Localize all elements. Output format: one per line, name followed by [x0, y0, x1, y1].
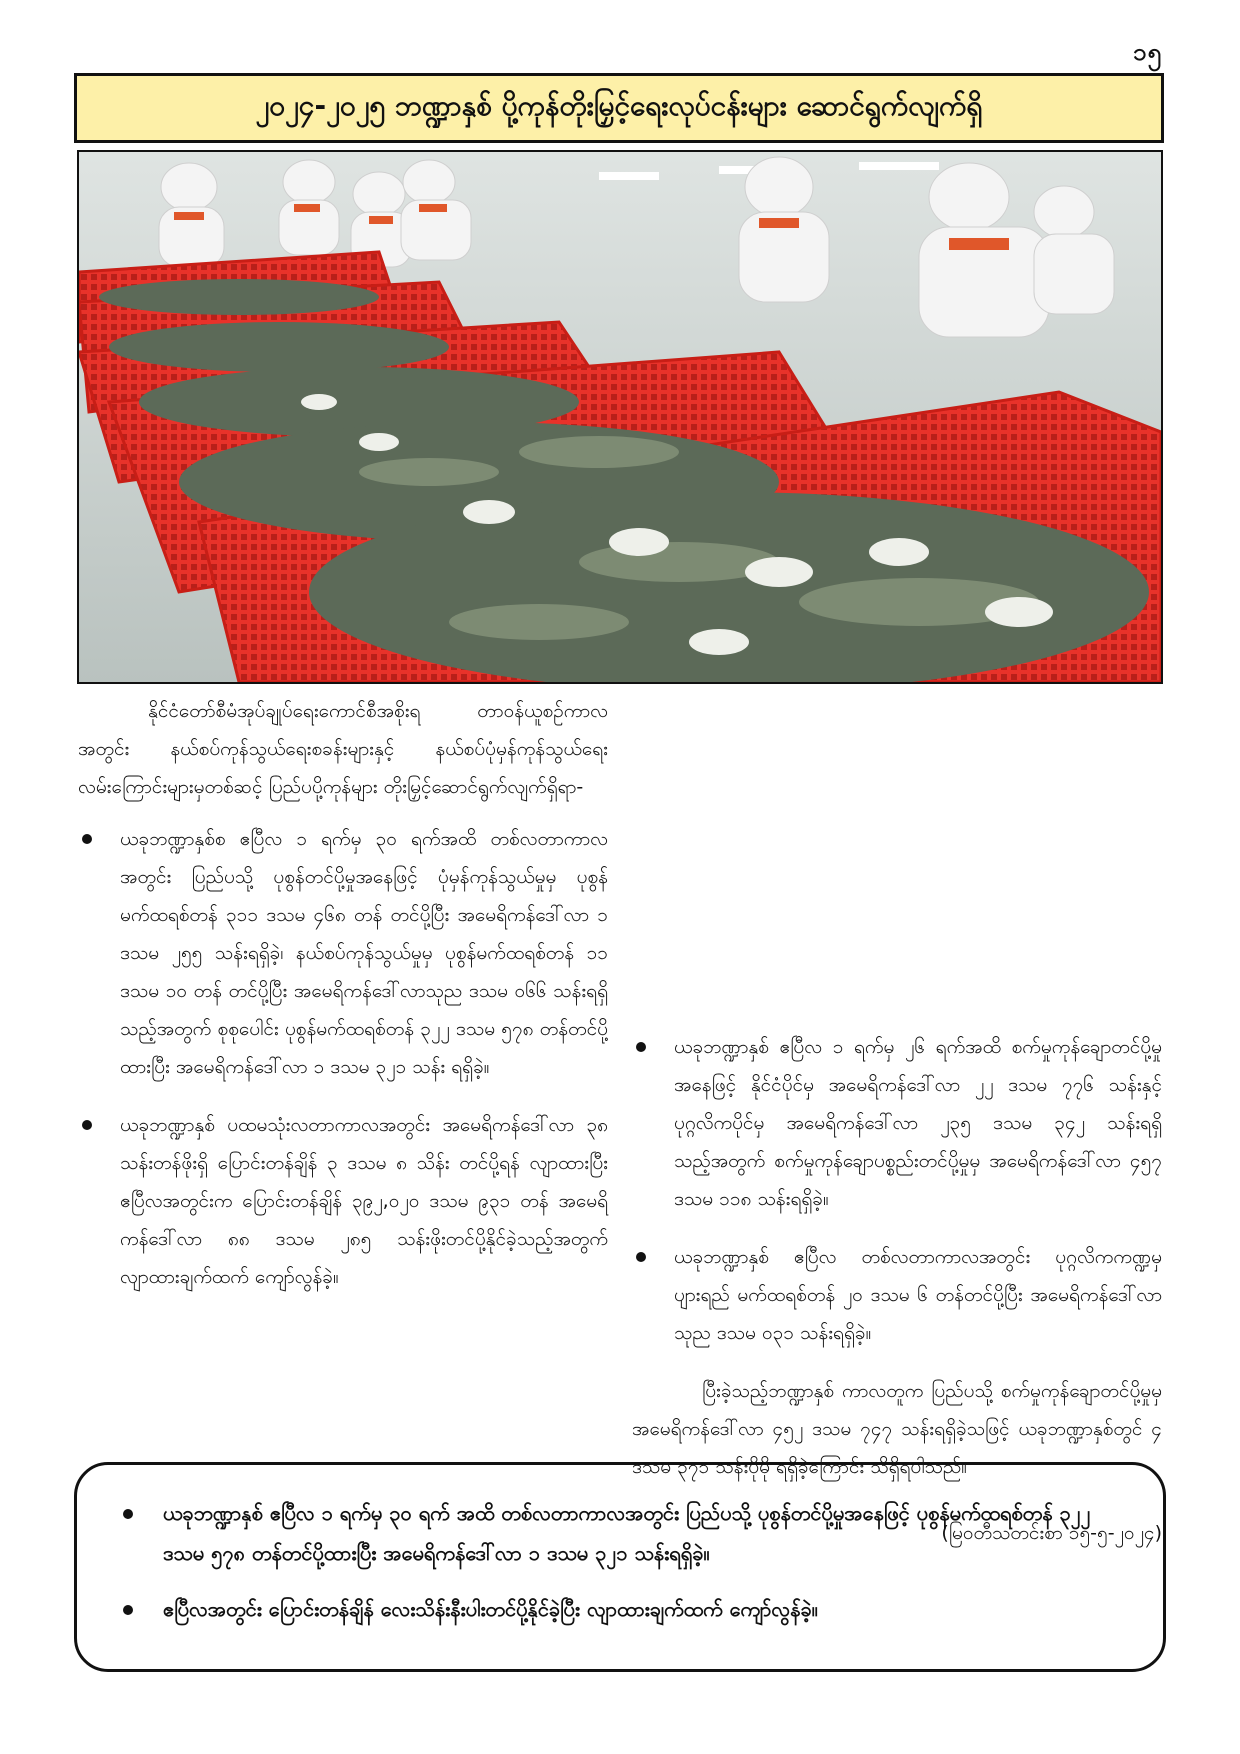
page-title: ၂၀၂၄-၂၀၂၅ ဘဏ္ဍာနှစ် ပို့ကုန်တိုးမြှင့်ရေးလုပ်ငန်းများ ဆောင်ရွက်လျက်ရှိ: [74, 73, 1164, 143]
bullet-icon: [123, 1605, 133, 1615]
list-item: [117, 1493, 1123, 1573]
honey-export-text: ယခုဘဏ္ဍာနှစ် ဧပြီလ တစ်လတာကာလအတွင်း ပုဂ္ဂလိကကဏ္ဍမှ ပျားရည် မက်ထရစ်တန် ၂၀ ဒသမ ၆ တန်တင်ပို့ပြီး အမေရိကန်ဒေါ်လာ သုည ဒသမ ဝ၃၁ သန်းရရှိခဲ့။: [674, 1246, 1162, 1344]
list-item: [117, 1589, 1123, 1629]
page-number: ၁၅: [1133, 38, 1162, 66]
bullet-icon: [636, 1042, 646, 1052]
summary-maize-text: ဧပြီလအတွင်း ပြောင်းတန်ချိန် လေးသိန်းနီးပါးတင်ပို့နိုင်ခဲ့ပြီး လျာထားချက်ထက် ကျော်လွန်ခဲ့။: [163, 1597, 818, 1621]
shrimp-export-text: ယခုဘဏ္ဍာနှစ်စ ဧပြီလ ၁ ရက်မှ ၃၀ ရက်အထိ တစ်လတာကာလအတွင်း ပြည်ပသို့ ပုစွန်တင်ပို့မှုအနေဖြင့် ပုံမှန်ကုန်သွယ်မှုမှ ပုစွန်မက်ထရစ်တန် ၃၁၁ ဒသမ ၄၆၈ တန် တင်ပို့ပြီး အမေရိကန်ဒေါ်လာ ၁ ဒသမ ၂၅၅ သန်းရရှိခဲ့၊ နယ်စပ်ကုန်သွယ်မှုမှ ပုစွန်မက်ထရစ်တန် ၁၁ ဒသမ ၁၀ တန် တင်ပို့ပြီး အမေရိကန်ဒေါ်လာသုည ဒသမ ဝ၆၆ သန်းရရှိသည့်အတွက် စုစုပေါင်း ပုစွန်မက်ထရစ်တန် ၃၂၂ ဒသမ ၅၇၈ တန်တင်ပို့ထားပြီး အမေရိကန်ဒေါ်လာ ၁ ဒသမ ၃၂၁ သန်း ရရှိခဲ့။: [120, 828, 608, 1078]
intro-paragraph: နိုင်ငံတော်စီမံအုပ်ချုပ်ရေးကောင်စီအစိုးရ တာဝန်ယူစဉ်ကာလအတွင်း နယ်စပ်ကုန်သွယ်ရေးစခန်းများနှင့် နယ်စပ်ပုံမှန်ကုန်သွယ်ရေးလမ်းကြောင်းများမှတစ်ဆင့် ပြည်ပပို့ကုန်များ တိုးမြှင့်ဆောင်ရွက်လျက်ရှိရာ-: [78, 700, 608, 798]
bullet-icon: [636, 1252, 646, 1262]
bullet-icon: [123, 1509, 133, 1519]
list-item: [78, 820, 608, 1086]
maize-export-text: ယခုဘဏ္ဍာနှစ် ပထမသုံးလတာကာလအတွင်း အမေရိကန်ဒေါ်လာ ၃၈ သန်းတန်ဖိုးရှိ ပြောင်းတန်ချိန် ၃ ဒသမ ၈ သိန်း တင်ပို့ရန် လျာထားပြီး ဧပြီလအတွင်းက ပြောင်းတန်ချိန် ၃၉၂,၀၂၀ ဒသမ ၉၃၁ တန် အမေရိကန်ဒေါ်လာ ၈၈ ဒသမ ၂၈၅ သန်းဖိုးတင်ပို့နိုင်ခဲ့သည့်အတွက် လျာထားချက်ထက် ကျော်လွန်ခဲ့။: [120, 1114, 608, 1288]
summary-box: [74, 1462, 1166, 1672]
article-left-column: [78, 692, 608, 1316]
list-item: [78, 1106, 608, 1296]
list-item: [632, 1028, 1162, 1218]
bullet-icon: [82, 834, 92, 844]
closing-paragraph: ပြီးခဲ့သည့်ဘဏ္ဍာနှစ် ကာလတူက ပြည်ပသို့ စက်မှုကုန်ချောတင်ပို့မှုမှ အမေရိကန်ဒေါ်လာ ၄၅၂ ဒသမ ၇၄၇ သန်းရရှိခဲ့သဖြင့် ယခုဘဏ္ဍာနှစ်တွင် ၄ ဒသမ ၃၇၁ သန်းပိုမို ရရှိခဲ့ကြောင်း သိရှိရပါသည်။: [632, 1380, 1162, 1478]
summary-shrimp-text: ယခုဘဏ္ဍာနှစ် ဧပြီလ ၁ ရက်မှ ၃၀ ရက် အထိ တစ်လတာကာလအတွင်း ပြည်ပသို့ ပုစွန်တင်ပို့မှုအနေဖြင့် ပုစွန်မက်ထရစ်တန် ၃၂၂ ဒသမ ၅၇၈ တန်တင်ပို့ထားပြီး အမေရိကန်ဒေါ်လာ ၁ ဒသမ ၃၂၁ သန်းရရှိခဲ့။: [163, 1501, 1091, 1565]
industrial-goods-text: ယခုဘဏ္ဍာနှစ် ဧပြီလ ၁ ရက်မှ ၂၆ ရက်အထိ စက်မှုကုန်ချောတင်ပို့မှုအနေဖြင့် နိုင်ငံပိုင်မှ အမေရိကန်ဒေါ်လာ ၂၂ ဒသမ ၇၇၆ သန်းနှင့် ပုဂ္ဂလိကပိုင်မှ အမေရိကန်ဒေါ်လာ ၂၃၅ ဒသမ ၃၄၂ သန်းရရှိသည့်အတွက် စက်မှုကုန်ချောပစ္စည်းတင်ပို့မှုမှ အမေရိကန်ဒေါ်လာ ၄၅၇ ဒသမ ၁၁၈ သန်းရရှိခဲ့။: [674, 1036, 1162, 1210]
shrimp-processing-photo: [77, 150, 1163, 684]
list-item: [632, 1238, 1162, 1352]
photo-illustration: [79, 152, 1161, 682]
bullet-icon: [82, 1120, 92, 1130]
source-citation: (မြဝတီသတင်းစာ ၁၅-၅-၂၀၂၄): [941, 1522, 1162, 1544]
